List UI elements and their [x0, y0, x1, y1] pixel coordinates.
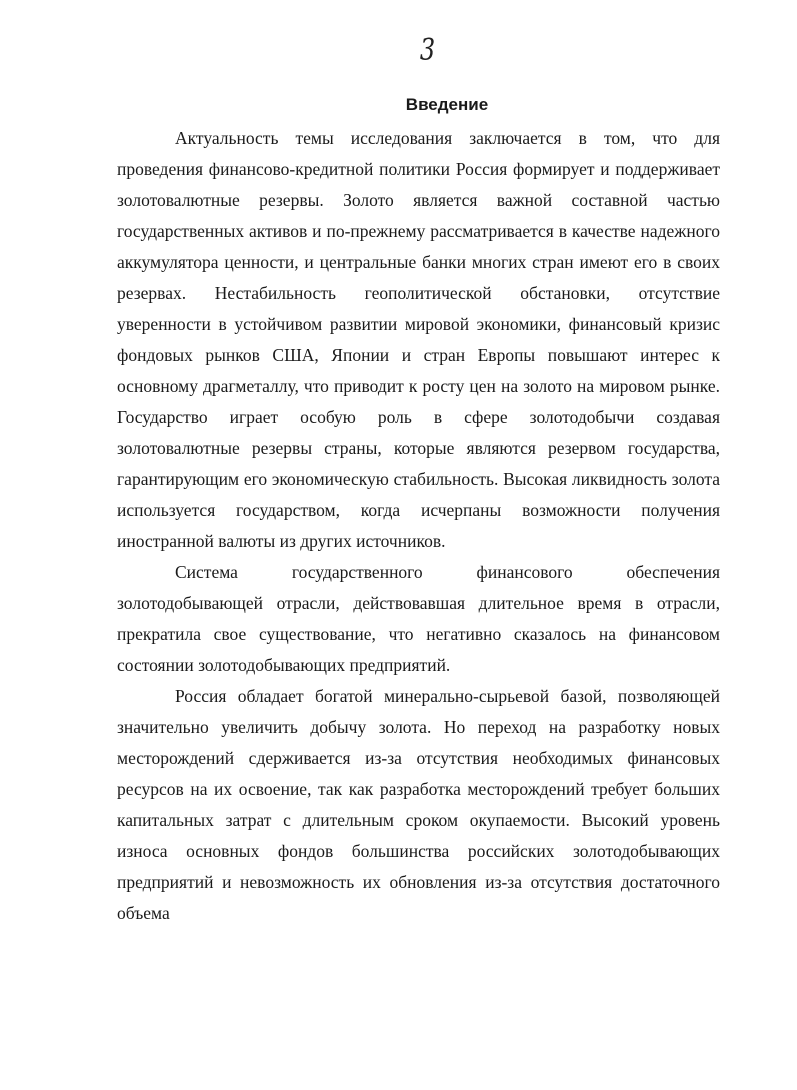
page-number: 3 [419, 33, 436, 68]
paragraph-relevance: Актуальность темы исследования заключается в том, что для проведения финансово-кредитной политики Россия формирует и поддерживает золотовалютные резервы. Золото является важной составной частью государственных активов и по-прежнему рассматривается в качестве надежного аккумулятора ценности, и центральные банки многих стран имеют его в своих резервах. Нестабильность геополитической обстановки, отсутствие уверенности в устойчивом развитии мировой экономики, финансовый кризис фондовых рынков США, Японии и стран Европы повышают интерес к основному драгметаллу, что приводит к росту цен на золото на мировом рынке. Государство играет особую роль в сфере золотодобычи создавая золотовалютные резервы страны, которые являются резервом государства, гарантирующим его экономическую стабильность. Высокая ликвидность золота используется государством, когда исчерпаны возможности получения иностранной валюты из других источников. [117, 128, 720, 551]
paragraph-resource-base: Россия обладает богатой минерально-сырьевой базой, позволяющей значительно увеличить добычу золота. Но переход на разработку новых месторождений сдерживается из-за отсутствия необходимых финансовых ресурсов на их освоение, так как разработка месторождений требует больших капитальных затрат с длительным сроком окупаемости. Высокий уровень износа основных фондов большинства российских золотодобывающих предприятий и невозможность их обновления из-за отсутствия достаточного объема [117, 686, 720, 923]
body-text [117, 123, 720, 929]
section-heading: Введение [405, 95, 489, 114]
paragraph-financial-system: Система государственного финансового обеспечения золотодобывающей отрасли, действовавшая длительное время в отрасли, прекратила свое существование, что негативно сказалось на финансовом состоянии золотодобывающих предприятий. [117, 562, 720, 675]
